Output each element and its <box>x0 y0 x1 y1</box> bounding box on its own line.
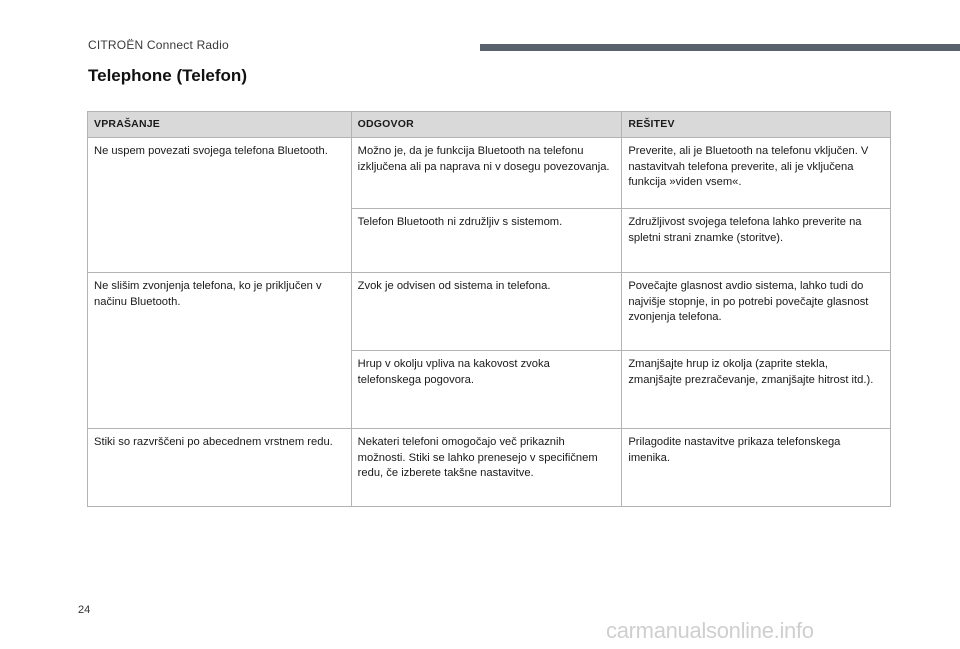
column-header-solution: REŠITEV <box>622 112 891 138</box>
cell-solution: Prilagodite nastavitve prikaza telefonskega imenika. <box>622 429 891 507</box>
cell-answer: Možno je, da je funkcija Bluetooth na telefonu izključena ali pa naprava ni v dosegu povezovanja. <box>351 138 622 209</box>
table-header-row <box>88 112 891 138</box>
header-title: CITROËN Connect Radio <box>88 38 229 52</box>
watermark-text: carmanualsonline.info <box>606 618 814 643</box>
cell-solution: Združljivost svojega telefona lahko preverite na spletni strani znamke (storitve). <box>622 209 891 273</box>
cell-solution: Povečajte glasnost avdio sistema, lahko tudi do najvišje stopnje, in po potrebi povečajte glasnost zvonjenja telefona. <box>622 273 891 351</box>
cell-answer: Telefon Bluetooth ni združljiv s sistemom. <box>351 209 622 273</box>
column-header-question: VPRAŠANJE <box>88 112 352 138</box>
cell-question: Stiki so razvrščeni po abecednem vrstnem redu. <box>88 429 352 507</box>
header-bar <box>480 44 960 51</box>
table-row <box>88 429 891 507</box>
cell-solution: Preverite, ali je Bluetooth na telefonu vključen. V nastavitvah telefona preverite, ali je vključena funkcija »viden vsem«. <box>622 138 891 209</box>
cell-question: Ne slišim zvonjenja telefona, ko je priključen v načinu Bluetooth. <box>88 273 352 429</box>
table-row <box>88 273 891 351</box>
cell-question: Ne uspem povezati svojega telefona Bluetooth. <box>88 138 352 273</box>
troubleshooting-table <box>87 111 891 507</box>
cell-answer: Zvok je odvisen od sistema in telefona. <box>351 273 622 351</box>
page-number: 24 <box>78 604 91 616</box>
page-heading: Telephone (Telefon) <box>88 66 247 85</box>
table-row <box>88 138 891 209</box>
column-header-answer: ODGOVOR <box>351 112 622 138</box>
cell-answer: Hrup v okolju vpliva na kakovost zvoka telefonskega pogovora. <box>351 351 622 429</box>
cell-solution: Zmanjšajte hrup iz okolja (zaprite stekla, zmanjšajte prezračevanje, zmanjšajte hitrost itd.). <box>622 351 891 429</box>
cell-answer: Nekateri telefoni omogočajo več prikaznih možnosti. Stiki se lahko prenesejo v specifičnem redu, če izberete takšne nastavitve. <box>351 429 622 507</box>
